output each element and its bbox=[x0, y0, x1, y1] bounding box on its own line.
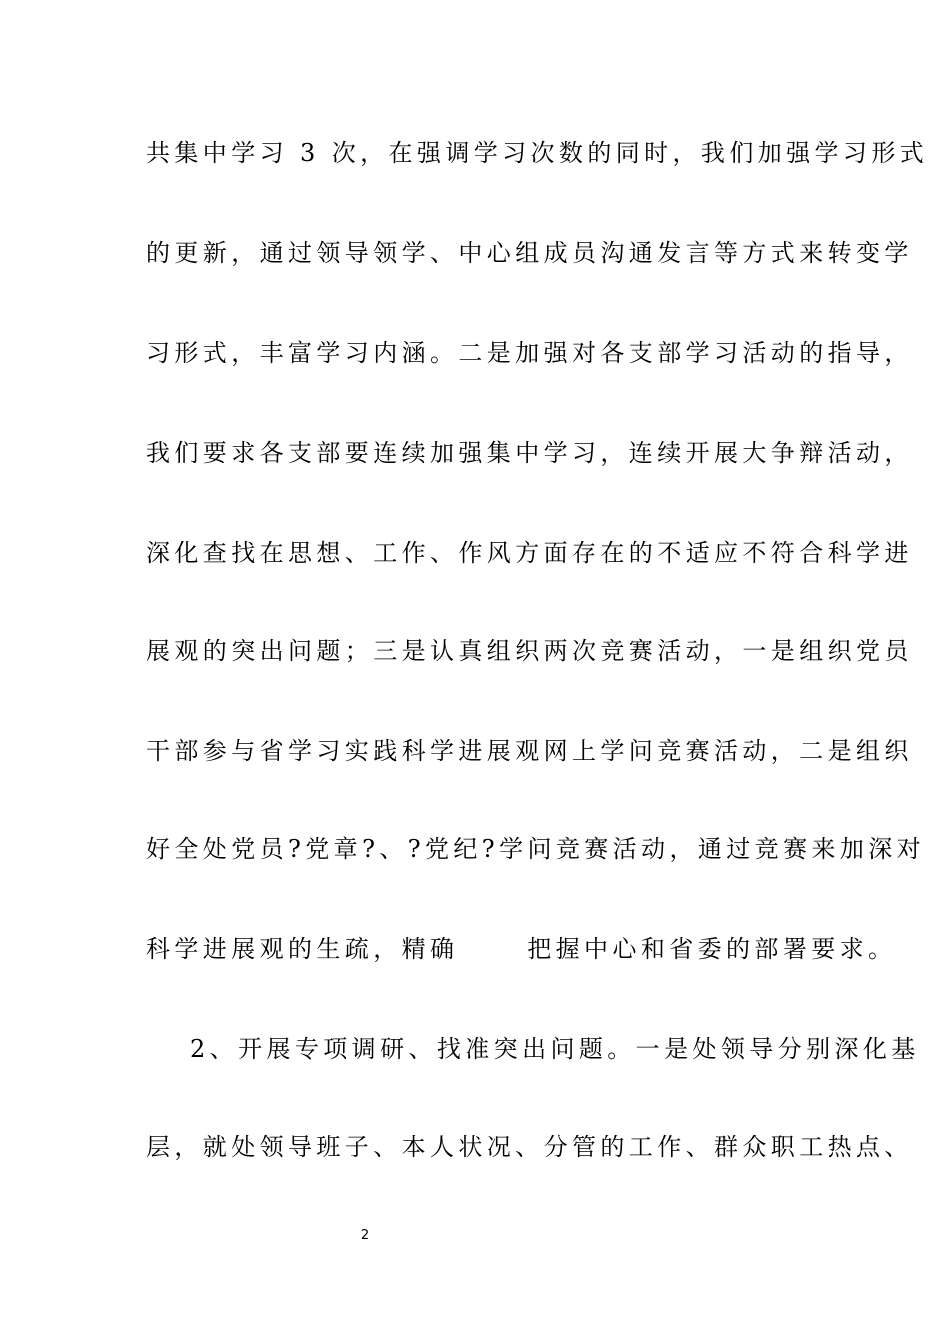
page-number: 2 bbox=[360, 1228, 370, 1243]
text-line-7: 干部参与省学习实践科学进展观网上学问竞赛活动，二是组织 bbox=[146, 737, 913, 765]
text-line-1: 共集中学习 3 次，在强调学习次数的同时，我们加强学习形式 bbox=[146, 139, 929, 167]
text-line-5: 深化查找在思想、工作、作风方面存在的不适应不符合科学进 bbox=[146, 539, 913, 567]
text-line-3: 习形式，丰富学习内涵。二是加强对各支部学习活动的指导， bbox=[146, 339, 913, 367]
text-line-9: 科学进展观的生疏，精确 把握中心和省委的部署要求。 bbox=[146, 935, 897, 963]
text-line-8: 好全处党员?党章?、?党纪?学问竞赛活动，通过竞赛来加深对 bbox=[146, 835, 926, 863]
text-line-4: 我们要求各支部要连续加强集中学习，连续开展大争辩活动， bbox=[146, 439, 913, 467]
text-line-6: 展观的突出问题；三是认真组织两次竞赛活动，一是组织党员 bbox=[146, 637, 913, 665]
text-line-2: 的更新，通过领导领学、中心组成员沟通发言等方式来转变学 bbox=[146, 239, 913, 267]
paragraph-2-line-1: 2、开展专项调研、找准突出问题。一是处领导分别深化基 bbox=[190, 1035, 920, 1063]
paragraph-2-line-2: 层，就处领导班子、本人状况、分管的工作、群众职工热点、 bbox=[146, 1133, 913, 1161]
